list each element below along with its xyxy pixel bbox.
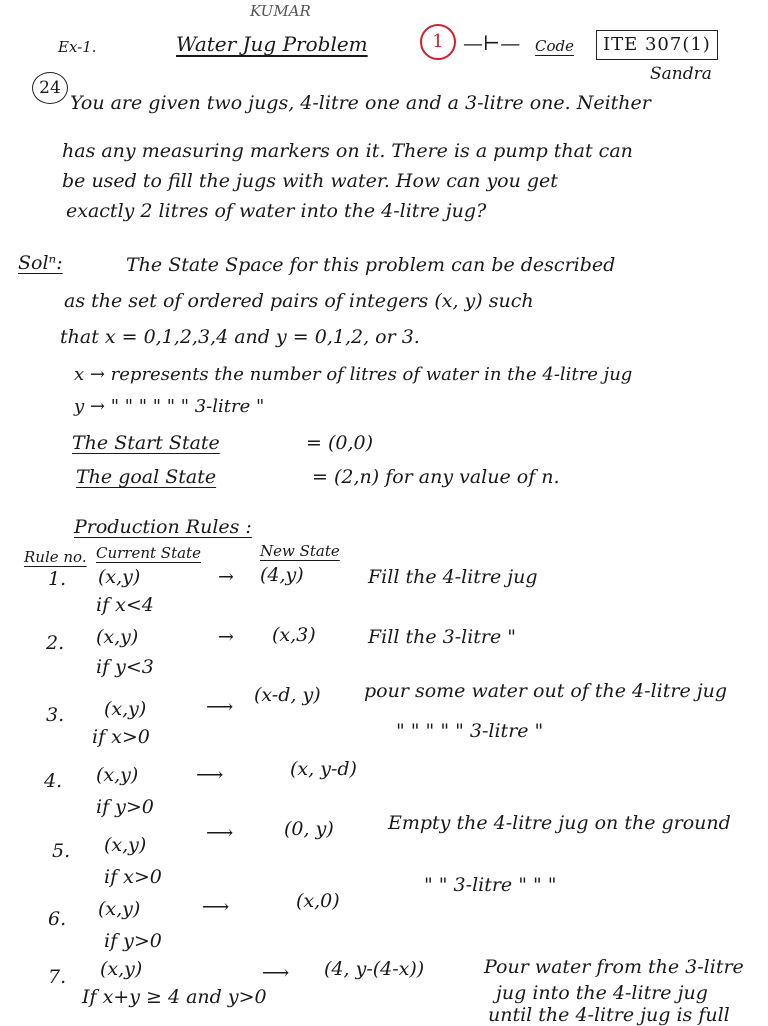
question-line-3: be used to fill the jugs with water. How can you get — [62, 170, 558, 192]
red-circle-mark: 1 — [420, 24, 456, 60]
rule-2-no: 2. — [46, 632, 65, 654]
course-code-box: ITE 307(1) — [596, 30, 718, 60]
rules-heading: Production Rules : — [74, 516, 252, 538]
rule-7-current: (x,y) — [100, 958, 143, 980]
rule-7-arrow: ⟶ — [262, 962, 290, 984]
rule-4-new: (x, y-d) — [290, 758, 357, 780]
rule-3-cond: if x>0 — [92, 726, 150, 748]
rule-6-desc: " " 3-litre " " " — [424, 874, 557, 896]
rule-7-new: (4, y-(4-x)) — [324, 958, 425, 980]
rule-6-new: (x,0) — [296, 890, 340, 912]
faint-header-text: KUMAR — [250, 2, 311, 20]
start-state-value: = (0,0) — [306, 432, 374, 454]
rule-5-desc: Empty the 4-litre jug on the ground — [388, 812, 731, 834]
solution-line-5: y → " " " " " " 3-litre " — [74, 396, 265, 417]
question-line-2: has any measuring markers on it. There is a pump that can — [62, 140, 633, 162]
rule-1-new: (4,y) — [260, 564, 304, 586]
rule-7-cond: If x+y ≥ 4 and y>0 — [82, 986, 267, 1008]
rule-5-arrow: ⟶ — [206, 822, 234, 844]
solution-label: Solⁿ: — [18, 252, 63, 274]
goal-state-label: The goal State — [76, 466, 217, 488]
example-label: Ex-1. — [58, 38, 97, 56]
solution-line-3: that x = 0,1,2,3,4 and y = 0,1,2, or 3. — [60, 326, 420, 348]
rule-7-desc: Pour water from the 3-litre — [484, 956, 744, 978]
rule-6-arrow: ⟶ — [202, 896, 230, 918]
rule-2-current: (x,y) — [96, 626, 139, 648]
rule-3-desc: pour some water out of the 4-litre jug — [364, 680, 728, 702]
signature: Sandra — [650, 64, 712, 84]
rule-1-cond: if x<4 — [96, 594, 154, 616]
rule-2-cond: if y<3 — [96, 656, 154, 678]
rule-4-cond: if y>0 — [96, 796, 154, 818]
col-rule-no: Rule no. — [24, 548, 87, 566]
question-line-4: exactly 2 litres of water into the 4-litre jug? — [66, 200, 487, 222]
rule-2-arrow: → — [218, 626, 234, 648]
solution-line-4: x → represents the number of litres of water in the 4-litre jug — [74, 364, 633, 385]
rule-1-current: (x,y) — [98, 566, 141, 588]
solution-line-1: The State Space for this problem can be described — [126, 254, 616, 276]
rule-1-desc: Fill the 4-litre jug — [368, 566, 538, 588]
rule-7-no: 7. — [48, 966, 67, 988]
rule-4-arrow: ⟶ — [196, 764, 224, 786]
rule-5-current: (x,y) — [104, 834, 147, 856]
rule-3-no: 3. — [46, 704, 65, 726]
rule-3-arrow: ⟶ — [206, 696, 234, 718]
rule-5-no: 5. — [52, 840, 71, 862]
rule-3-current: (x,y) — [104, 698, 147, 720]
rule-6-current: (x,y) — [98, 898, 141, 920]
rule-4-no: 4. — [44, 770, 63, 792]
problem-title: Water Jug Problem — [176, 32, 368, 56]
rule-7-desc-2: jug into the 4-litre jug — [496, 982, 708, 1004]
start-state-label: The Start State — [72, 432, 220, 454]
question-line-1: You are given two jugs, 4-litre one and a 3-litre one. Neither — [70, 92, 651, 114]
rule-2-new: (x,3) — [272, 624, 316, 646]
code-label: Code — [535, 37, 574, 55]
rule-1-no: 1. — [48, 568, 67, 590]
rule-4-current: (x,y) — [96, 764, 139, 786]
rule-6-cond: if y>0 — [104, 930, 162, 952]
goal-state-value: = (2,n) for any value of n. — [312, 466, 560, 488]
rule-5-new: (0, y) — [284, 818, 334, 840]
rule-1-arrow: → — [218, 566, 234, 588]
solution-line-2: as the set of ordered pairs of integers (x, y) such — [64, 290, 534, 312]
rule-4-desc: " " " " " 3-litre " — [396, 720, 544, 742]
question-number: 24 — [32, 72, 68, 104]
dash-mark: —⊢— — [463, 31, 521, 55]
rule-3-new: (x-d, y) — [254, 684, 321, 706]
col-current-state: Current State — [96, 544, 201, 562]
rule-2-desc: Fill the 3-litre " — [368, 626, 517, 648]
rule-5-cond: if x>0 — [104, 866, 162, 888]
rule-6-no: 6. — [48, 908, 67, 930]
col-new-state: New State — [260, 542, 340, 560]
rule-7-desc-3: until the 4-litre jug is full — [488, 1004, 730, 1026]
